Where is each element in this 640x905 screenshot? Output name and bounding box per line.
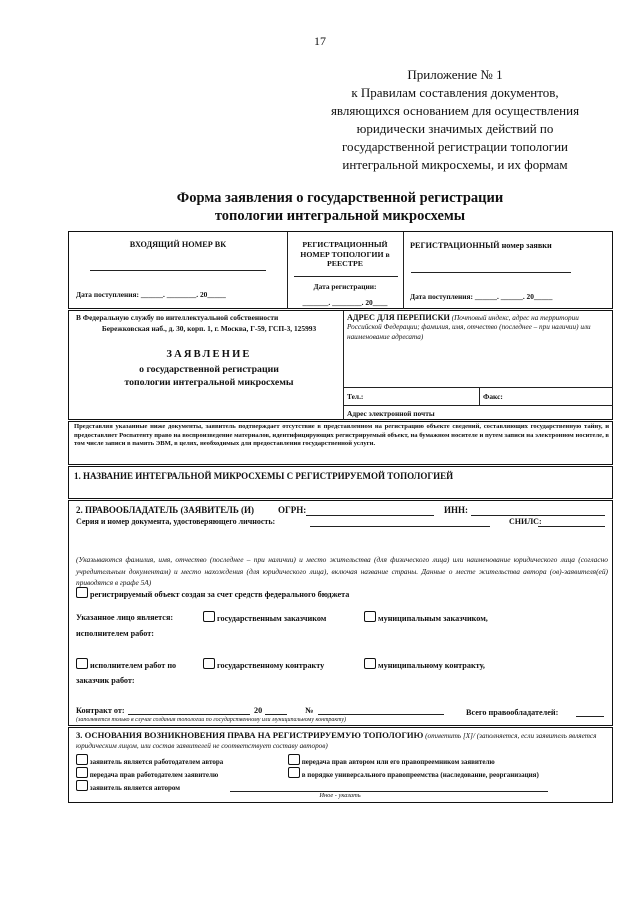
id-doc-label: Серия и номер документа, удостоверяющего личность: [76,517,276,526]
work-customer-label[interactable]: заказчик работ: [76,676,135,685]
reg-topology-label-line: НОМЕР ТОПОЛОГИИ в [300,249,390,259]
reg-topology-label-line: РЕГИСТРАЦИОННЫЙ [302,240,388,249]
snils-label: СНИЛС: [509,517,542,526]
appendix-line: к Правилам составления документов, [351,85,559,100]
addressee-to: В Федеральную службу по интеллектуальной собственности [76,313,279,322]
appendix-line: юридически значимых действий по [356,121,554,136]
basis-author-transfer-label: передача прав автором или его правопреемником заявителю [301,758,495,766]
executor-by-checkbox[interactable] [76,658,88,669]
basis-option-employer-transfer[interactable] [76,767,218,780]
correspondence-block[interactable] [347,313,611,342]
inn-label: ИНН: [444,505,468,515]
federal-budget-label: регистрируемый объект создан за счет средств федерального бюджета [90,590,350,599]
section1-title: 1. НАЗВАНИЕ ИНТЕГРАЛЬНОЙ МИКРОСХЕМЫ С РЕГИСТРИРУЕМОЙ ТОПОЛОГИЕЙ [74,471,454,481]
basis-succession-label: в порядке универсального правопреемства (наследование, реорганизация) [301,771,539,779]
basis-option-author-transfer[interactable] [288,754,495,767]
reg-topology-field[interactable] [294,276,398,277]
receipt-date-right[interactable]: Дата поступления: ______. ______. 20_____ [410,292,553,301]
form-title-line: Форма заявления о государственной регистрации [176,190,504,206]
reg-topology-label-line: РЕЕСТРЕ [327,259,363,269]
contract-no-field[interactable] [318,714,444,715]
reg-application-field[interactable] [411,272,571,273]
section3-note-end: (заполняется, если заявитель является юридическим лицом, или состав заявителей не соответствует составу авторов) [76,732,597,750]
contract-year-label: 20 [254,706,263,715]
form-title [60,189,620,225]
appendix-title: Приложение № 1 [407,67,503,82]
state-contract-option[interactable] [203,658,324,671]
state-customer-label: государственным заказчиком [217,614,327,623]
basis-employer-transfer-label: передача прав работодателем заявителю [89,771,219,779]
id-doc-field[interactable] [310,526,490,527]
reg-topology-label [289,240,401,269]
statement-heading: ЗАЯВЛЕНИЕ [166,349,252,360]
statement-subtitle-line: о государственной регистрации [139,364,279,375]
basis-employer-checkbox[interactable] [76,754,88,765]
section3-header [76,730,608,751]
state-customer-checkbox[interactable] [203,611,215,622]
addressee-address: Бережковская наб., д. 30, корп. 1, г. Москва, Г-59, ГСП-3, 125993 [101,324,317,333]
municipal-customer-checkbox[interactable] [364,611,376,622]
section3-note-start: (отметить [X]/ [425,732,475,740]
state-contract-checkbox[interactable] [203,658,215,669]
basis-employer-label: заявитель является работодателем автора [89,758,224,766]
statement-subtitle [78,363,340,389]
basis-other-label: Иное - указать [319,792,361,799]
contract-year-field[interactable] [265,714,287,715]
basis-succession-checkbox[interactable] [288,767,300,778]
basis-option-succession[interactable] [288,767,539,780]
contract-from-label: Контракт от: [76,706,125,715]
contract-note: (заполняется только в случае создания топологии по государственному или муниципальному контракту) [76,717,347,723]
basis-author-transfer-checkbox[interactable] [288,754,300,765]
appendix-line: интегральной микросхемы, и их формам [342,157,568,172]
appendix-line: государственной регистрации топологии [342,139,568,154]
snils-field[interactable] [538,526,605,527]
ogrn-field[interactable] [306,515,434,516]
appendix-line: являющихся основанием для осуществления [330,103,580,118]
total-holders-field[interactable] [576,716,604,717]
municipal-customer-option[interactable] [364,611,488,624]
federal-budget-option[interactable] [76,587,349,600]
municipal-customer-label: муниципальным заказчиком, [378,614,488,623]
correspondence-note: (Почтовый индекс, адрес на территории Российской Федерации; фамилия, имя, отчество (последнее – при наличии) или наименование адресата) [347,314,591,341]
municipal-contract-label: муниципальному контракту, [378,661,485,670]
work-executor-label[interactable]: исполнителем работ: [76,629,154,638]
reg-application-label: РЕГИСТРАЦИОННЫЙ номер заявки [410,241,552,250]
registration-date-field[interactable]: _______. ________. 20____ [302,298,388,307]
state-contract-label: государственному контракту [217,661,325,670]
registration-date-label: Дата регистрации: [313,282,377,291]
section3-title: 3. ОСНОВАНИЯ ВОЗНИКНОВЕНИЯ ПРАВА НА РЕГИСТРИРУЕМУЮ ТОПОЛОГИЮ [76,730,424,740]
ogrn-label: ОГРН: [278,505,307,515]
statement-subtitle-line: топологии интегральной микросхемы [124,377,294,388]
receipt-date-left[interactable]: Дата поступления: ______. ________. 20_____ [76,290,226,299]
basis-option-author[interactable] [76,780,180,793]
executor-by-option[interactable] [76,658,176,671]
contract-date-field[interactable] [128,714,250,715]
basis-author-label: заявитель является автором [89,784,181,792]
inn-field[interactable] [471,515,605,516]
section2-note: (Указываются фамилия, имя, отчество (последнее – при наличии) и место жительства (для физического лица) или наименование юридического лица (согласно учредительным документам) и место нахождения (для юридического лица), включая название страны. Данные о месте жительства автора (ов)-заявителя(ей) приводятся в графе 5А) [76,555,608,587]
declaration-text: Представляя указанные ниже документы, заявитель подтверждает отсутствие в представленном на регистрацию объекте сведений, составляющих государственную тайну, и предоставляет Роспатенту право на воспроизведение материалов, идентифицирующих регистрируемый объект, на бумажном носителе и путем записи на электронном носителе, в том числе записи в память ЭВМ, в целях, необходимых для предоставления государственной услуги. [74,423,609,448]
contract-no-label: № [305,706,314,715]
fax-label[interactable]: Факс: [483,392,503,401]
incoming-number-label: ВХОДЯЩИЙ НОМЕР ВК [129,240,227,249]
basis-other-field[interactable] [230,791,548,792]
form-title-line: топологии интегральной микросхемы [214,208,466,224]
state-customer-option[interactable] [203,611,326,624]
page-number: 17 [314,34,326,48]
phone-label[interactable]: Тел.: [347,392,364,401]
person-is-label: Указанное лицо является: [76,613,174,622]
section2-title: 2. ПРАВООБЛАДАТЕЛЬ (ЗАЯВИТЕЛЬ (И) [76,505,255,515]
appendix-block [300,66,610,174]
executor-by-label: исполнителем работ по [90,661,177,670]
municipal-contract-option[interactable] [364,658,485,671]
email-label[interactable]: Адрес электронной почты [347,409,435,418]
basis-author-checkbox[interactable] [76,780,88,791]
incoming-number-field[interactable] [90,270,266,271]
total-holders-label: Всего правообладателей: [466,708,559,717]
basis-option-employer[interactable] [76,754,223,767]
municipal-contract-checkbox[interactable] [364,658,376,669]
correspondence-label: АДРЕС ДЛЯ ПЕРЕПИСКИ [347,313,450,322]
federal-budget-checkbox[interactable] [76,587,88,598]
basis-employer-transfer-checkbox[interactable] [76,767,88,778]
